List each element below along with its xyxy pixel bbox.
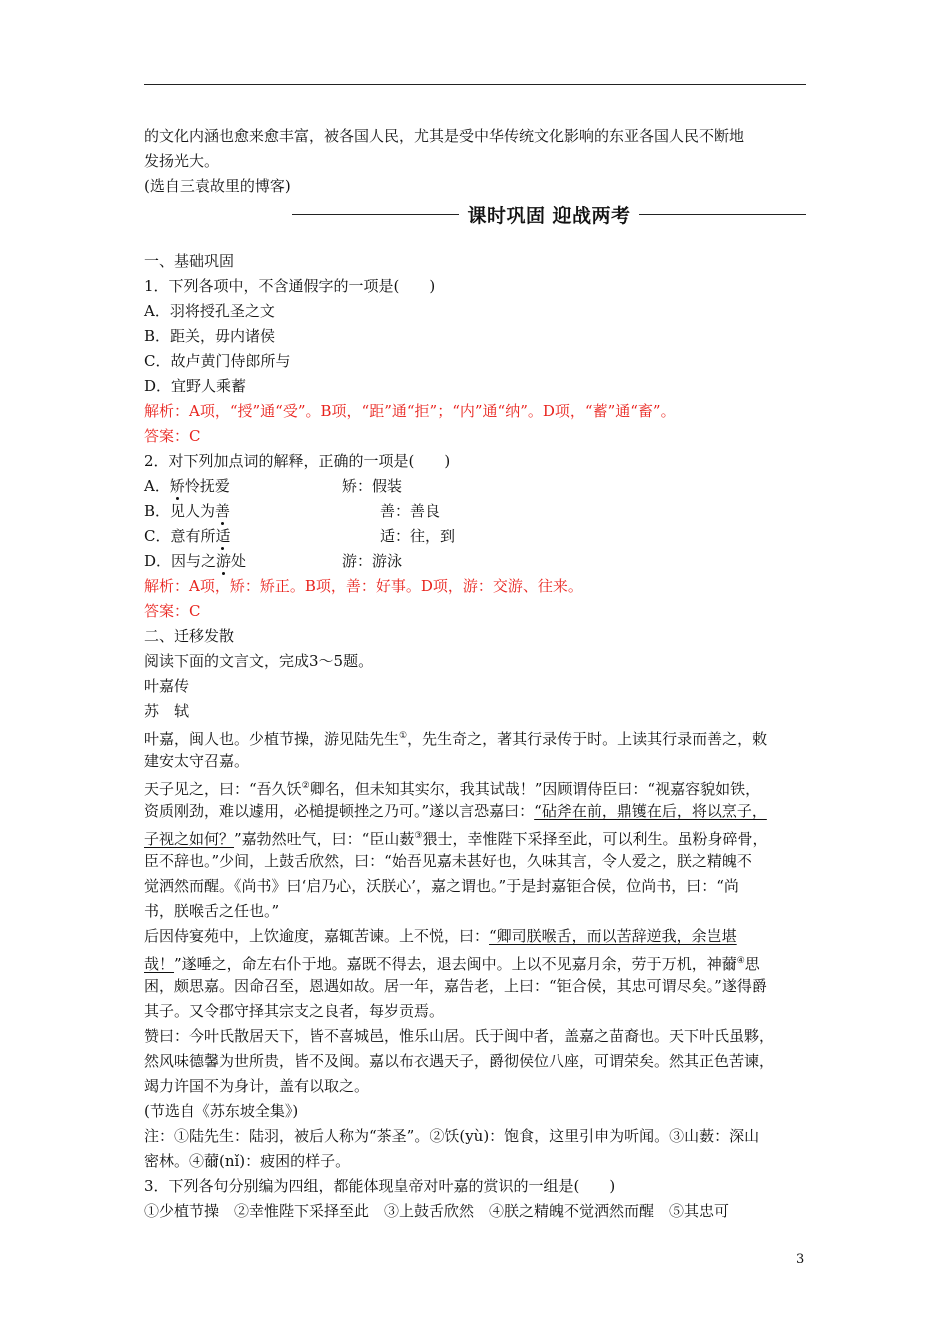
question-stem: 1．下列各项中，不含通假字的一项是( ) (144, 277, 436, 295)
underlined-text: 哉！ (144, 955, 175, 973)
underlined-text: 子视之如何？ (144, 830, 235, 848)
option-prefix: D．因与之 (144, 552, 217, 570)
section-title: 课时巩固 迎战两考 (467, 204, 631, 227)
text: ”遂唾之，命左右仆于地。嘉既不得去，退去闽中。上以不见嘉月余，劳于万机，神薾 (174, 955, 737, 973)
footnote-mark: ④ (736, 956, 745, 966)
passage-author: 苏 轼 (144, 702, 190, 720)
section-header (144, 197, 806, 231)
passage-line (144, 724, 824, 749)
header-rule (144, 84, 806, 85)
text: 思 (744, 955, 760, 973)
text: 卿名，但未知其实尔，我其试哉！”因顾谓侍臣曰：“视嘉容貌如铁， (309, 780, 761, 798)
text: ”嘉勃然吐气，曰：“臣山薮 (234, 830, 415, 848)
footnote-mark: ② (301, 781, 310, 791)
option-gloss: 矫：假装 (342, 477, 403, 495)
option-prefix: A． (144, 477, 170, 495)
passage-line: 其子。又令郡守择其宗支之良者，每岁贡焉。 (144, 1002, 445, 1020)
option-gloss: 适：往，到 (380, 527, 456, 545)
passage-line (144, 774, 824, 799)
dotted-char: 适 (215, 527, 231, 545)
passage-line (144, 924, 824, 949)
reading-intro: 阅读下面的文言文，完成3～5题。 (144, 652, 374, 670)
header-right-rule (639, 214, 806, 215)
passage-line: 书，朕喉舌之任也。” (144, 902, 280, 920)
answer: 答案：C (144, 427, 201, 445)
option-d: D．宜野人乘蓄 (144, 377, 247, 395)
page-body (144, 124, 824, 199)
passage-line (144, 949, 824, 974)
passage-line (144, 824, 824, 849)
part-title: 二、迁移发散 (144, 627, 235, 645)
text: 后因侍宴苑中，上饮逾度，嘉辄苦谏。上不悦，曰： (144, 927, 490, 945)
option-gloss: 善：善良 (380, 502, 441, 520)
passage-source: (节选自《苏东坡全集》) (144, 1102, 299, 1120)
underlined-text: “卿司朕喉舌，而以苦辞逆我，余岂堪 (489, 927, 737, 945)
text: ，先生奇之，著其行录传于时。上读其行录而善之，敕 (407, 730, 768, 748)
passage-line: 臣不辞也。”少间，上鼓舌欣然，曰：“始吾见嘉未甚好也，久味其言，令人爱之，朕之精魄不 (144, 852, 752, 870)
dotted-char: 善 (215, 502, 231, 520)
text: 猥士，幸惟陛下采择至此，可以利生。虽粉身碎骨， (422, 830, 768, 848)
option-c (144, 524, 824, 549)
option-c: C．故卢黄门侍郎所与 (144, 352, 291, 370)
option-b (144, 499, 824, 524)
option-rest: 处 (231, 552, 247, 570)
option-prefix: B．见人为 (144, 502, 216, 520)
passage-line (144, 799, 824, 824)
text: 资质刚劲，难以遽用，必槌提顿挫之乃可。”遂以言恐嘉曰： (144, 802, 535, 820)
passage-line: 觉洒然而醒。《尚书》曰‘启乃心，沃朕心’，嘉之谓也。”于是封嘉钜合侯，位尚书，曰：“尚 (144, 877, 739, 895)
header-left-rule (292, 214, 459, 215)
option-list: ①少植节操 ②幸惟陛下采择至此 ③上鼓舌欣然 ④朕之精魄不觉洒然而醒 ⑤其忠可 (144, 1202, 730, 1220)
passage-line: 然风味德馨为世所贵，皆不及闽。嘉以布衣遇天子，爵彻侯位八座，可谓荣矣。然其正色苦谏， (144, 1052, 775, 1070)
option-b: B．距关，毋内诸侯 (144, 327, 276, 345)
passage-line: 竭力许国不为身计，盖有以取之。 (144, 1077, 370, 1095)
answer: 答案：C (144, 602, 201, 620)
option-rest: 怜抚爱 (184, 477, 230, 495)
dotted-char: 游 (216, 552, 232, 570)
analysis: 解析：A项，“授”通“受”。B项，“距”通“拒”；“内”通“纳”。D项，“蓄”通“畜”。 (144, 402, 676, 420)
part-title: 一、基础巩固 (144, 252, 235, 270)
passage-line: 困，颇思嘉。因命召至，恩遇如故。居一年，嘉告老，上曰：“钜合侯，其忠可谓尽矣。”遂得爵 (144, 977, 767, 995)
intro-line: 发扬光大。 (144, 152, 220, 170)
exercises (144, 249, 824, 1224)
text: 叶嘉，闽人也。少植节操，游见陆先生 (144, 730, 400, 748)
notes-line: 注：①陆先生：陆羽，被后人称为“茶圣”。②饫(yù)：饱食，这里引申为听闻。③山薮：深山 (144, 1127, 760, 1145)
option-a (144, 474, 824, 499)
passage-line: 赞曰：今叶氏散居天下，皆不喜城邑，惟乐山居。氏于闽中者，盖嘉之苗裔也。天下叶氏虽夥， (144, 1027, 775, 1045)
question-stem: 3．下列各句分别编为四组，都能体现皇帝对叶嘉的赏识的一组是( ) (144, 1177, 616, 1195)
footnote-mark: ① (399, 731, 408, 741)
page-number: 3 (796, 1252, 805, 1267)
footnote-mark: ③ (414, 831, 423, 841)
underlined-text: “砧斧在前，鼎镬在后，将以烹子， (534, 802, 767, 820)
option-prefix: C．意有所 (144, 527, 216, 545)
analysis: 解析：A项，矫：矫正。B项，善：好事。D项，游：交游、往来。 (144, 577, 583, 595)
text: 天子见之，曰：“吾久饫 (144, 780, 302, 798)
intro-line: 的文化内涵也愈来愈丰富，被各国人民，尤其是受中华传统文化影响的东亚各国人民不断地 (144, 127, 745, 145)
passage-line: 建安太守召嘉。 (144, 752, 250, 770)
option-d (144, 549, 824, 574)
question-stem: 2．对下列加点词的解释，正确的一项是( ) (144, 452, 451, 470)
passage-title: 叶嘉传 (144, 677, 190, 695)
option-a: A．羽将授孔圣之文 (144, 302, 275, 320)
notes-line: 密林。④薾(nǐ)：疲困的样子。 (144, 1152, 351, 1170)
intro-source: (选自三袁故里的博客) (144, 177, 291, 195)
dotted-char: 矫 (169, 477, 185, 495)
option-gloss: 游：游泳 (342, 552, 403, 570)
